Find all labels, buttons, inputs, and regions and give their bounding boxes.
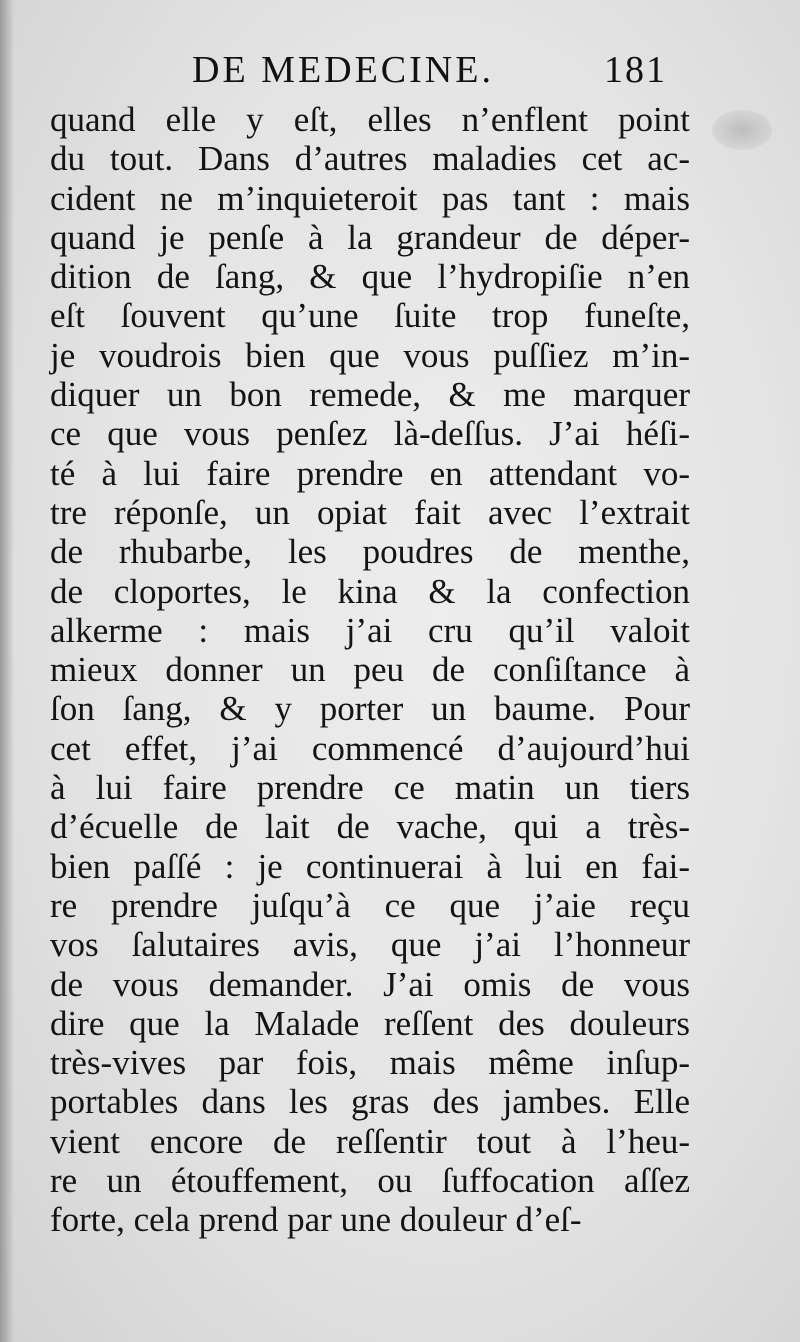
- text-line: très-vives par fois, mais même inſup-: [50, 1043, 690, 1083]
- text-line: tre réponſe, un opiat fait avec l’extrait: [50, 492, 690, 532]
- text-line: re prendre juſqu’à ce que j’aie reçu: [50, 885, 690, 925]
- text-line: re un étouffement, ou ſuffocation aſſez: [50, 1161, 690, 1201]
- paper-stain: [712, 110, 772, 150]
- text-line: vos ſalutaires avis, que j’ai l’honneur: [50, 925, 690, 965]
- text-line: de cloportes, le kina & la confection: [50, 571, 690, 611]
- text-line: ſon ſang, & y porter un baume. Pour: [50, 689, 690, 729]
- page-edge-shadow: [0, 0, 14, 1342]
- text-line: té à lui faire prendre en attendant vo-: [50, 453, 690, 493]
- text-line: eſt ſouvent qu’une ſuite trop funeſte,: [50, 296, 690, 336]
- text-line: de rhubarbe, les poudres de menthe,: [50, 532, 690, 572]
- text-line: dition de ſang, & que l’hydropiſie n’en: [50, 257, 690, 297]
- text-line: bien paſſé : je continuerai à lui en fai-: [50, 846, 690, 886]
- text-line: quand je penſe à la grandeur de déper-: [50, 217, 690, 257]
- page-number: 181: [604, 49, 667, 91]
- text-line: de vous demander. J’ai omis de vous: [50, 964, 690, 1004]
- text-line: ce que vous penſez là-deſſus. J’ai héſi-: [50, 414, 690, 454]
- text-line: à lui faire prendre ce matin un tiers: [50, 768, 690, 808]
- text-line: alkerme : mais j’ai cru qu’il valoit: [50, 610, 690, 650]
- text-line: d’écuelle de lait de vache, qui a très-: [50, 807, 690, 847]
- text-line: diquer un bon remede, & me marquer: [50, 375, 690, 415]
- text-line: mieux donner un peu de conſiſtance à: [50, 650, 690, 690]
- page-header: [0, 44, 800, 96]
- text-line: vient encore de reſſentir tout à l’heu-: [50, 1121, 690, 1161]
- text-line: je voudrois bien que vous puſſiez m’in-: [50, 335, 690, 375]
- running-title: DE MEDECINE.: [192, 49, 494, 91]
- text-line: cet effet, j’ai commencé d’aujourd’hui: [50, 728, 690, 768]
- text-line: portables dans les gras des jambes. Elle: [50, 1082, 690, 1122]
- text-line: quand elle y eſt, elles n’enflent point: [50, 100, 690, 139]
- body-text: [50, 100, 690, 1240]
- text-line: dire que la Malade reſſent des douleurs: [50, 1003, 690, 1043]
- text-line: forte, cela prend par une douleur d’eſ-: [50, 1200, 582, 1240]
- text-line: du tout. Dans d’autres maladies cet ac-: [50, 139, 690, 179]
- text-line: cident ne m’inquieteroit pas tant : mais: [50, 178, 690, 218]
